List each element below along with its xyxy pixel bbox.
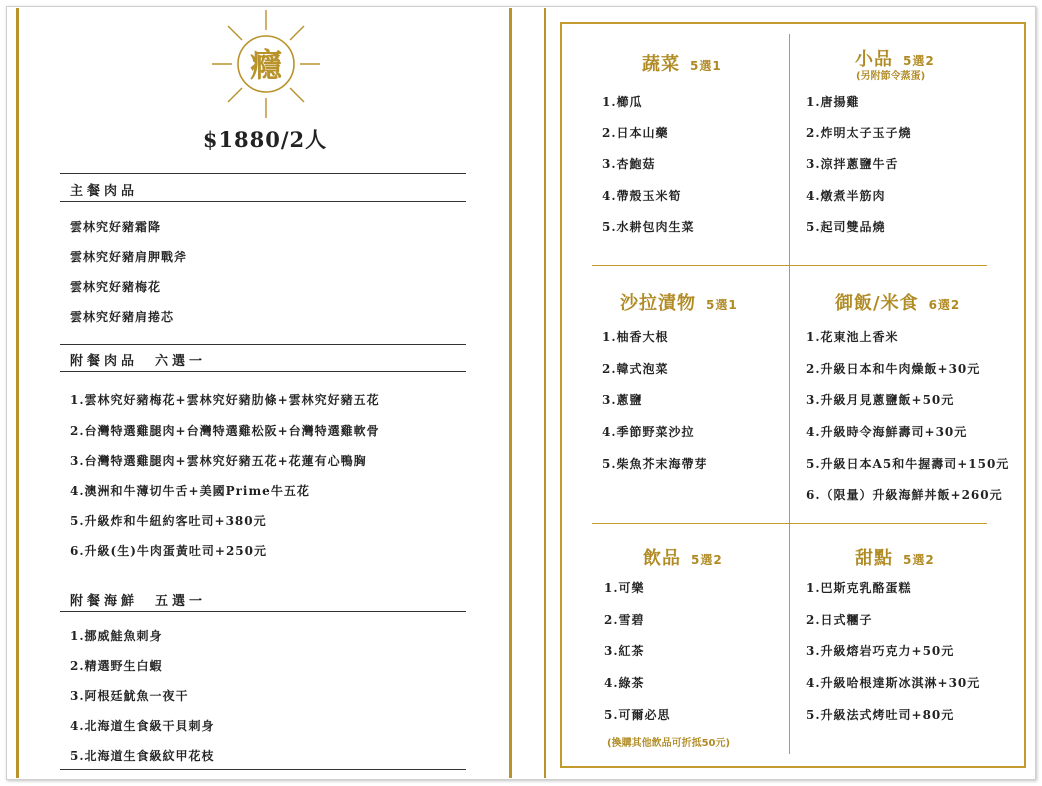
list-item: 4.升級哈根達斯冰淇淋+30元: [806, 676, 981, 690]
list-item: 4.北海道生食級干貝刺身: [70, 719, 215, 733]
category-note: (另附節令蒸蛋): [856, 71, 926, 82]
list-item: 5.起司雙品燒: [806, 220, 886, 234]
column-divider: [789, 34, 790, 754]
list-item: 3.蔥鹽: [602, 393, 643, 407]
category-name: 御飯/米食: [835, 293, 919, 314]
list-item: 5.可爾必思: [604, 708, 671, 722]
set-price: $1880/2人: [202, 127, 328, 152]
list-item: 雲林究好豬霜降: [70, 220, 162, 234]
divider: [60, 173, 466, 174]
list-item: 2.升級日本和牛肉燥飯+30元: [806, 362, 981, 376]
list-item: 5.柴魚芥末海帶芽: [602, 457, 708, 471]
divider: [60, 611, 466, 612]
section-title-main-meat: 主餐肉品: [70, 184, 139, 199]
list-item: 1.挪威鮭魚刺身: [70, 629, 163, 643]
list-item: 2.日本山藥: [602, 126, 669, 140]
list-item: 2.台灣特選雞腿肉+台灣特選雞松阪+台灣特選雞軟骨: [70, 424, 380, 438]
list-item: 6.升級(生)牛肉蛋黃吐司+250元: [70, 544, 267, 558]
list-item: 3.涼拌蔥鹽牛舌: [806, 157, 899, 171]
select-count: 5選2: [903, 553, 935, 567]
list-item: 4.澳洲和牛薄切牛舌+美國Prime牛五花: [70, 484, 310, 498]
list-item: 5.升級法式烤吐司+80元: [806, 708, 955, 722]
list-item: 2.日式糰子: [806, 613, 873, 627]
left-edge-bar: [16, 8, 19, 778]
section-title-side-seafood: 附餐海鮮 五選一: [70, 594, 207, 609]
list-item: 3.紅茶: [604, 644, 645, 658]
list-item: 1.雲林究好豬梅花+雲林究好豬肋條+雲林究好豬五花: [70, 393, 380, 407]
row-divider: [592, 523, 987, 524]
list-item: 4.帶殼玉米筍: [602, 189, 682, 203]
category-name: 甜點: [855, 548, 893, 569]
category-vegetables: [642, 50, 722, 76]
category-name: 蔬菜: [642, 54, 680, 75]
list-item: 3.升級月見蔥鹽飯+50元: [806, 393, 955, 407]
divider: [60, 344, 466, 345]
right-gold-band: [544, 8, 546, 778]
select-count: 5選1: [690, 59, 722, 73]
list-item: 4.燉煮半筋肉: [806, 189, 886, 203]
select-count: 6選2: [928, 298, 961, 312]
divider: [60, 769, 466, 770]
divider: [60, 201, 466, 202]
list-item: 5.北海道生食級紋甲花枝: [70, 749, 215, 763]
list-item: 3.杏鮑菇: [602, 157, 656, 171]
list-item: 2.韓式泡菜: [602, 362, 669, 376]
divider: [60, 371, 466, 372]
list-item: 1.花東池上香米: [806, 330, 899, 344]
category-name: 小品: [855, 49, 893, 70]
category-rice: [835, 289, 960, 315]
category-desserts: [855, 544, 935, 570]
list-item: 3.台灣特選雞腿肉+雲林究好豬五花+花蓮有心鴨胸: [70, 454, 367, 468]
list-item: 6.（限量）升級海鮮丼飯+260元: [806, 488, 1003, 502]
select-count: 5選2: [691, 553, 723, 567]
list-item: 3.升級熔岩巧克力+50元: [806, 644, 955, 658]
category-name: 飲品: [643, 548, 681, 569]
list-item: 2.精選野生白蝦: [70, 659, 163, 673]
list-item: 1.柚香大根: [602, 330, 669, 344]
list-item: 1.可樂: [604, 581, 645, 595]
list-item: 5.水耕包肉生菜: [602, 220, 695, 234]
list-item: 1.唐揚雞: [806, 95, 860, 109]
select-count: 5選1: [706, 298, 738, 312]
list-item: 4.季節野菜沙拉: [602, 425, 695, 439]
logo-char: 癮: [249, 46, 283, 84]
list-item: 4.升級時令海鮮壽司+30元: [806, 425, 968, 439]
category-salad: [620, 289, 738, 315]
list-item: 4.綠茶: [604, 676, 645, 690]
list-item: 1.櫛瓜: [602, 95, 643, 109]
list-item: 雲林究好豬肩捲芯: [70, 310, 175, 324]
list-item: 雲林究好豬肩胛戰斧: [70, 250, 188, 264]
list-item: 5.升級日本A5和牛握壽司+150元: [806, 457, 1010, 471]
select-count: 5選2: [903, 54, 935, 68]
category-note: (換購其他飲品可折抵50元): [607, 738, 731, 749]
category-drinks: [643, 544, 723, 570]
list-item: 5.升級炸和牛紐約客吐司+380元: [70, 514, 267, 528]
center-divider-bar: [509, 8, 512, 778]
list-item: 2.雪碧: [604, 613, 645, 627]
list-item: 3.阿根廷魷魚一夜干: [70, 689, 189, 703]
section-title-side-meat: 附餐肉品 六選一: [70, 354, 207, 369]
category-name: 沙拉漬物: [620, 293, 696, 314]
list-item: 1.巴斯克乳酪蛋糕: [806, 581, 912, 595]
row-divider: [592, 265, 987, 266]
sun-logo-icon: [210, 8, 322, 120]
list-item: 雲林究好豬梅花: [70, 280, 162, 294]
list-item: 2.炸明太子玉子燒: [806, 126, 912, 140]
